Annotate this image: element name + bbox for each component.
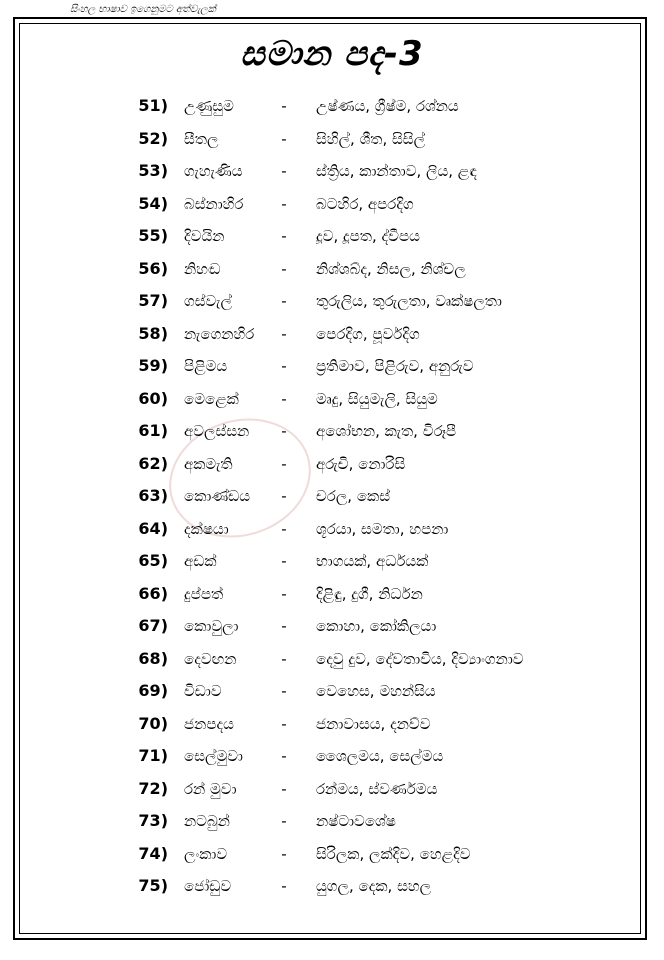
item-synonyms: සිරිලක, ලක්දිව, හෙළදිව — [316, 844, 471, 863]
item-synonyms: ශෛලමය, සෙල්මය — [316, 747, 444, 765]
item-synonyms: පෙරදිග, පූර්වදිග — [316, 324, 420, 343]
item-dash: - — [281, 454, 287, 473]
item-word: රන් මුවා — [184, 779, 237, 798]
item-word: සෙල්මුවා — [184, 747, 243, 765]
item-synonyms: කොහා, කෝකිලයා — [316, 617, 437, 635]
item-synonyms: උෂ්ණය, ග්‍රීෂ්ම, රශ්නය — [316, 97, 459, 115]
item-word: කොණ්ඩය — [184, 487, 251, 505]
item-dash: - — [281, 292, 287, 310]
list-item — [0, 190, 664, 218]
item-word: දුප්පත් — [184, 584, 224, 603]
item-dash: - — [281, 649, 287, 668]
item-synonyms: අරුචි, නොරිසි — [316, 454, 406, 473]
item-number: 51) — [138, 96, 168, 115]
item-synonyms: දෙවු දුව, දේවතාවිය, දිව්‍යාංගනාව — [316, 649, 524, 668]
item-synonyms: රන්මය, ස්වර්ණමය — [316, 779, 438, 798]
item-number: 54) — [138, 193, 168, 213]
item-dash: - — [281, 747, 287, 765]
item-word: නැගෙනහිර — [184, 324, 255, 343]
item-synonyms: වෙහෙස, මහන්සිය — [316, 682, 436, 700]
item-dash: - — [281, 714, 287, 733]
item-synonyms: දිළිඳු, දුගී, නිර්ධන — [316, 584, 423, 603]
list-item — [0, 482, 664, 510]
item-synonyms: යුගල, දෙක, සහල — [316, 877, 432, 895]
list-item — [0, 255, 664, 283]
item-synonyms: තුරුලිය, තුරුලතා, වෘක්ෂලතා — [316, 292, 502, 310]
item-word: දිවයින — [184, 227, 225, 245]
item-dash: - — [281, 877, 287, 895]
item-word: අඩක් — [184, 552, 217, 570]
item-number: 75) — [138, 876, 168, 895]
item-word: අවලස්සන — [184, 422, 250, 440]
item-word: සීතල — [184, 129, 219, 148]
item-number: 59) — [138, 356, 168, 375]
list-item — [0, 320, 664, 348]
item-number: 60) — [138, 388, 168, 408]
item-number: 64) — [138, 518, 168, 538]
item-dash: - — [281, 519, 287, 538]
item-number: 74) — [138, 843, 168, 863]
item-number: 69) — [138, 681, 168, 700]
item-word: ජනපදය — [184, 714, 234, 733]
list-item — [0, 92, 664, 120]
item-word: කොවුලා — [184, 617, 239, 635]
item-synonyms: බටහිර, අපරදිග — [316, 194, 414, 213]
list-item — [0, 125, 664, 153]
item-number: 68) — [138, 648, 168, 668]
list-item — [0, 352, 664, 380]
item-word: දෙවඟන — [184, 649, 237, 668]
item-dash: - — [281, 617, 287, 635]
item-synonyms: චරල, කෙස් — [316, 487, 391, 505]
list-item — [0, 710, 664, 738]
item-dash: - — [281, 552, 287, 570]
item-synonyms: මෘදු, සියුමැලි, සියුම — [316, 389, 438, 408]
list-item — [0, 547, 664, 575]
list-item — [0, 450, 664, 478]
item-number: 73) — [138, 811, 168, 830]
item-dash: - — [281, 584, 287, 603]
list-item — [0, 287, 664, 315]
item-synonyms: ස්ත්‍රිය, කාන්තාව, ලිය, ළඳ — [316, 162, 477, 180]
list-item — [0, 807, 664, 835]
list-item — [0, 775, 664, 803]
item-word: දක්ෂයා — [184, 519, 229, 538]
item-dash: - — [281, 324, 287, 343]
item-number: 56) — [138, 258, 168, 278]
item-dash: - — [281, 422, 287, 440]
item-dash: - — [281, 812, 287, 830]
item-synonyms: භාගයක්, අර්ධයක් — [316, 552, 429, 570]
item-number: 67) — [138, 616, 168, 635]
list-item — [0, 515, 664, 543]
item-dash: - — [281, 162, 287, 180]
item-dash: - — [281, 682, 287, 700]
item-dash: - — [281, 389, 287, 408]
item-dash: - — [281, 779, 287, 798]
list-item — [0, 677, 664, 705]
item-synonyms: ජනාවාසය, දනව්ව — [316, 714, 431, 733]
item-dash: - — [281, 97, 287, 115]
item-word: බස්නාහිර — [184, 194, 244, 213]
header-note: සිංහල භාෂාව ඉගෙනුමට අත්වැලක් — [70, 4, 216, 15]
item-number: 52) — [138, 128, 168, 148]
item-synonyms: දූව, දූපත, ද්වීපය — [316, 227, 420, 245]
item-word: උණුසුම — [184, 97, 234, 115]
item-synonyms: සිහිල්, ශීත, සිසිල් — [316, 129, 426, 148]
list-item — [0, 645, 664, 673]
item-synonyms: ප්‍රතිමාව, පිළිරුව, අනුරුව — [316, 357, 474, 375]
item-number: 55) — [138, 226, 168, 245]
item-synonyms: ශූරයා, සමතා, හපනා — [316, 519, 449, 538]
item-number: 66) — [138, 583, 168, 603]
list-item — [0, 580, 664, 608]
item-number: 62) — [138, 453, 168, 473]
item-word: ලංකාව — [184, 844, 228, 863]
item-synonyms: නෂ්ටාවශේෂ — [316, 812, 396, 830]
item-dash: - — [281, 259, 287, 278]
item-word: ගස්වැල් — [184, 292, 232, 310]
list-item — [0, 742, 664, 770]
item-dash: - — [281, 227, 287, 245]
item-dash: - — [281, 129, 287, 148]
list-item — [0, 840, 664, 868]
item-synonyms: අශෝභන, කැත, විරූපී — [316, 422, 457, 440]
item-number: 70) — [138, 713, 168, 733]
item-word: ජෝඩුව — [184, 877, 232, 895]
item-word: නටබුන් — [184, 812, 230, 830]
list-item — [0, 385, 664, 413]
list-item — [0, 417, 664, 445]
item-dash: - — [281, 357, 287, 375]
item-number: 53) — [138, 161, 168, 180]
item-word: පිළිමය — [184, 357, 228, 375]
list-item — [0, 872, 664, 900]
item-number: 58) — [138, 323, 168, 343]
item-dash: - — [281, 844, 287, 863]
item-number: 57) — [138, 291, 168, 310]
list-item — [0, 222, 664, 250]
item-number: 71) — [138, 746, 168, 765]
item-word: විඩාව — [184, 682, 222, 700]
item-dash: - — [281, 487, 287, 505]
item-synonyms: නිශ්ශබ්ද, නිසල, නිශ්චල — [316, 259, 466, 278]
item-word: ගැහැණිය — [184, 162, 243, 180]
item-number: 61) — [138, 421, 168, 440]
item-number: 63) — [138, 486, 168, 505]
item-word: අකමැති — [184, 454, 233, 473]
item-word: නිහඬ — [184, 259, 221, 278]
item-word: මෙළෙක් — [184, 389, 239, 408]
list-item — [0, 612, 664, 640]
item-number: 72) — [138, 778, 168, 798]
page-title: සමාන පද-3 — [240, 34, 424, 74]
item-number: 65) — [138, 551, 168, 570]
list-item — [0, 157, 664, 185]
item-dash: - — [281, 194, 287, 213]
